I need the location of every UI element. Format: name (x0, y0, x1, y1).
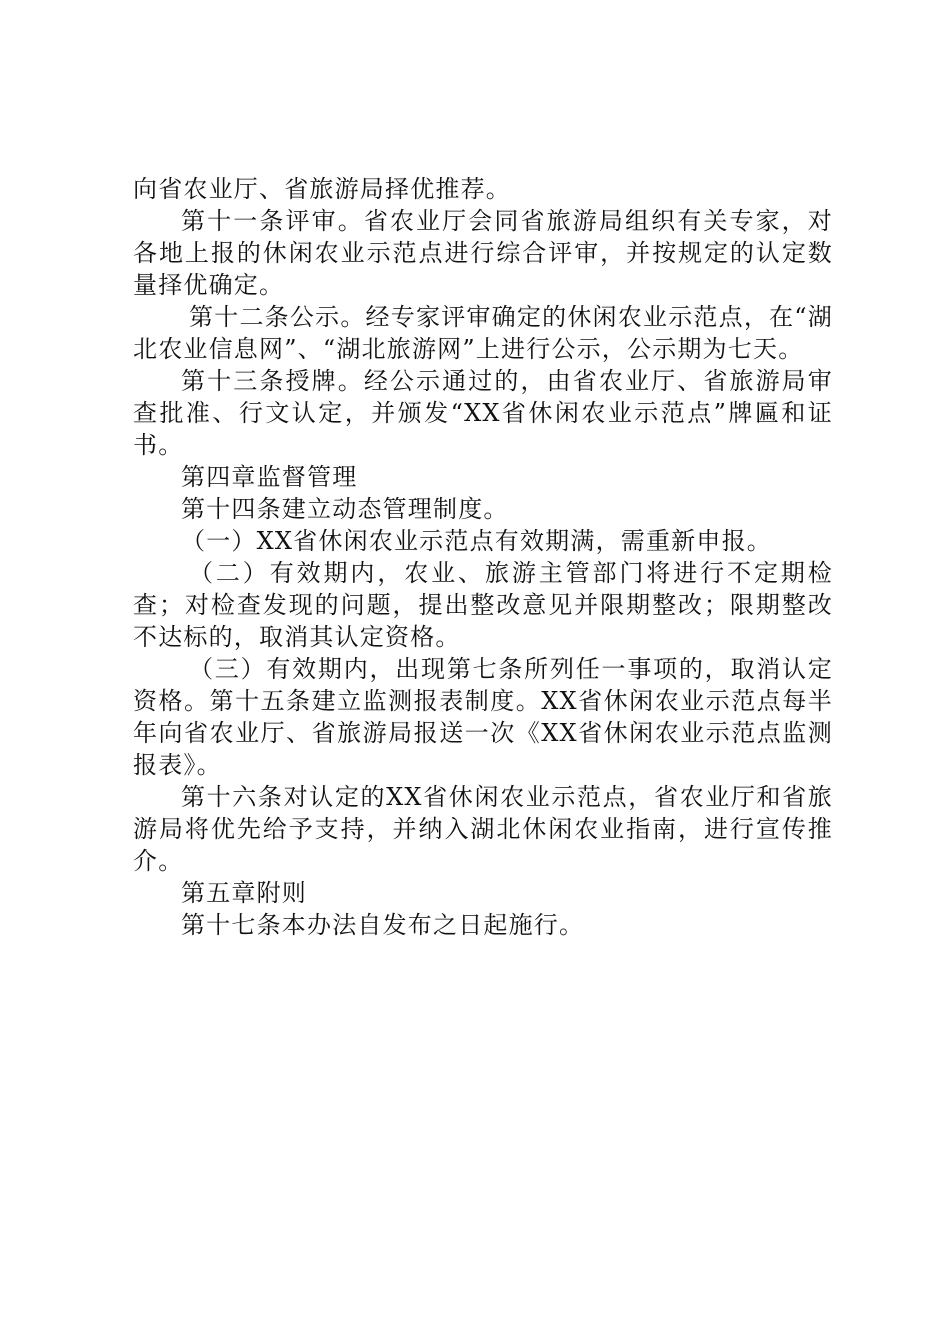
list-item-3: （三）有效期内，出现第七条所列任一事项的，取消认定资格。第十五条建立监测报表制度。XX省休闲农业示范点每半年向省农业厅、省旅游局报送一次《XX省休闲农业示范点监测报表》。 (133, 655, 833, 779)
paragraph-article-11: 第十一条评审。省农业厅会同省旅游局组织有关专家，对各地上报的休闲农业示范点进行综合评审，并按规定的认定数量择优确定。 (133, 207, 833, 299)
paragraph-article-14: 第十四条建立动态管理制度。 (181, 495, 509, 523)
list-item-2: （二）有效期内，农业、旅游主管部门将进行不定期检查；对检查发现的问题，提出整改意见并限期整改；限期整改不达标的，取消其认定资格。 (133, 559, 833, 651)
chapter-heading-5: 第五章附则 (181, 879, 307, 907)
list-item-1: （一）XX省休闲农业示范点有效期满，需重新申报。 (181, 527, 772, 555)
paragraph-article-13: 第十三条授牌。经公示通过的，由省农业厅、省旅游局审查批准、行文认定，并颁发“XX省休闲农业示范点”牌匾和证书。 (133, 367, 833, 459)
document-body (133, 173, 833, 941)
chapter-heading-4: 第四章监督管理 (181, 463, 358, 491)
paragraph-article-12: 第十二条公示。经专家评审确定的休闲农业示范点，在“湖北农业信息网”、“湖北旅游网”上进行公示，公示期为七天。 (133, 303, 833, 363)
paragraph-continuation: 向省农业厅、省旅游局择优推荐。 (133, 175, 511, 203)
paragraph-article-17: 第十七条本办法自发布之日起施行。 (181, 911, 585, 939)
paragraph-article-16: 第十六条对认定的XX省休闲农业示范点，省农业厅和省旅游局将优先给予支持，并纳入湖北休闲农业指南，进行宣传推介。 (133, 783, 833, 875)
